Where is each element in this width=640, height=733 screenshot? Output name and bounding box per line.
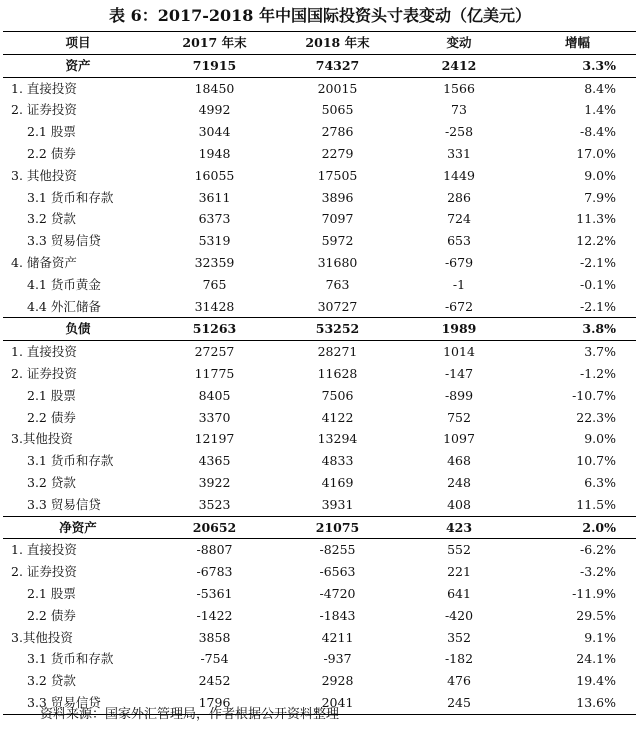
cell-change: 476: [447, 673, 471, 689]
cell-label: 2.1 股票: [27, 124, 76, 140]
cell-label: 2. 证券投资: [11, 564, 77, 580]
iip-table: [3, 31, 636, 715]
cell-v2018: -6563: [319, 564, 356, 580]
cell-v2017: -754: [200, 651, 229, 667]
cell-label: 3.2 贷款: [27, 474, 76, 490]
header-2017: 2017 年末: [153, 32, 276, 55]
cell-v2018: -1843: [319, 607, 356, 623]
cell-change: 1449: [443, 167, 475, 183]
cell-v2017: 12197: [194, 431, 235, 447]
cell-v2018: 31680: [317, 254, 358, 270]
cell-v2017: 3611: [198, 189, 231, 205]
table-row: [3, 77, 636, 99]
cell-change: 1014: [443, 344, 475, 360]
cell-growth: -6.2%: [580, 542, 616, 558]
cell-growth: 6.3%: [584, 474, 616, 490]
cell-v2018: 74327: [276, 54, 399, 77]
cell-v2017: 3370: [198, 409, 231, 425]
cell-label: 资产: [3, 54, 153, 77]
cell-v2018: 21075: [276, 516, 399, 539]
cell-label: 3.其他投资: [11, 629, 73, 645]
cell-v2018: 11628: [317, 365, 358, 381]
cell-label: 2. 证券投资: [11, 102, 77, 118]
cell-v2017: -5361: [196, 585, 233, 601]
cell-label: 4.4 外汇储备: [27, 298, 101, 314]
cell-v2018: 4122: [321, 409, 354, 425]
cell-label: 2.2 债券: [27, 145, 76, 161]
table-row: [3, 561, 636, 583]
table-row: [3, 648, 636, 670]
table-title: 表 6：2017-2018 年中国国际投资头寸表变动（亿美元）: [109, 6, 531, 25]
cell-growth: -3.2%: [580, 564, 616, 580]
cell-label: 4.1 货币黄金: [27, 276, 101, 292]
cell-v2017: 20652: [153, 516, 276, 539]
cell-growth: -8.4%: [580, 124, 616, 140]
cell-v2018: 53252: [276, 318, 399, 341]
cell-change: -679: [444, 254, 474, 270]
cell-change: 653: [447, 233, 471, 249]
cell-v2017: 51263: [153, 318, 276, 341]
cell-growth: -11.9%: [572, 585, 616, 601]
cell-label: 负债: [3, 318, 153, 341]
cell-growth: 10.7%: [576, 453, 616, 469]
cell-label: 2.1 股票: [27, 387, 76, 403]
cell-change: -672: [444, 298, 474, 314]
table-row: [3, 296, 636, 318]
cell-v2018: -4720: [319, 585, 356, 601]
cell-v2017: 3523: [198, 496, 231, 512]
cell-change: -258: [444, 124, 474, 140]
cell-v2018: 4211: [321, 629, 354, 645]
cell-growth: 9.1%: [584, 629, 616, 645]
cell-v2017: 3858: [198, 629, 231, 645]
cell-change: 408: [447, 496, 471, 512]
cell-growth: 19.4%: [576, 673, 616, 689]
table-row: [3, 99, 636, 121]
cell-change: 2412: [399, 54, 519, 77]
cell-growth: -1.2%: [580, 365, 616, 381]
cell-change: 331: [447, 145, 471, 161]
cell-growth: -2.1%: [580, 254, 616, 270]
cell-v2018: 4833: [321, 453, 354, 469]
cell-label: 3.3 贸易信贷: [3, 692, 153, 714]
cell-growth: 7.9%: [584, 189, 616, 205]
cell-change: 552: [447, 542, 471, 558]
cell-v2017: 3922: [198, 474, 231, 490]
cell-v2017: 2452: [198, 673, 231, 689]
cell-v2017: 6373: [198, 211, 231, 227]
table-row: [3, 450, 636, 472]
table-row: [3, 428, 636, 450]
cell-change: -420: [444, 607, 474, 623]
cell-v2017: 1796: [153, 692, 276, 714]
cell-growth: 3.3%: [519, 54, 636, 77]
cell-growth: 1.4%: [584, 102, 616, 118]
cell-label: 3.其他投资: [11, 431, 73, 447]
cell-v2018: 2279: [321, 145, 354, 161]
cell-v2018: 7097: [321, 211, 354, 227]
header-row: [3, 32, 636, 55]
cell-growth: 22.3%: [576, 409, 616, 425]
cell-v2017: 31428: [194, 298, 235, 314]
table-row: [3, 670, 636, 692]
cell-label: 3.1 货币和存款: [27, 453, 114, 469]
table-row: [3, 165, 636, 187]
cell-v2018: 5065: [321, 102, 354, 118]
table-row: [3, 539, 636, 561]
cell-growth: 9.0%: [584, 431, 616, 447]
cell-v2018: 2786: [321, 124, 354, 140]
cell-change: -899: [444, 387, 474, 403]
cell-v2018: -8255: [319, 542, 356, 558]
cell-v2018: 3896: [321, 189, 354, 205]
table-row: [3, 363, 636, 385]
cell-label: 2.2 债券: [27, 409, 76, 425]
table-row: [3, 143, 636, 165]
cell-v2017: 32359: [194, 254, 235, 270]
cell-label: 4. 储备资产: [11, 254, 77, 270]
cell-v2017: 1948: [198, 145, 231, 161]
cell-change: 1566: [443, 80, 475, 96]
cell-v2018: 7506: [321, 387, 354, 403]
table-row: [3, 627, 636, 649]
cell-label: 1. 直接投资: [11, 344, 77, 360]
cell-v2017: 765: [202, 276, 227, 292]
header-change: 变动: [399, 32, 519, 55]
cell-change: 724: [447, 211, 471, 227]
cell-v2018: 20015: [317, 80, 358, 96]
cell-label: 3. 其他投资: [11, 167, 77, 183]
cell-growth: 11.3%: [576, 211, 616, 227]
table-row: [3, 187, 636, 209]
table-row: [3, 494, 636, 516]
cell-growth: -10.7%: [572, 387, 616, 403]
cell-label: 1. 直接投资: [11, 542, 77, 558]
cell-v2018: 3931: [321, 496, 354, 512]
cell-growth: 12.2%: [576, 233, 616, 249]
cell-v2018: 2041: [276, 692, 399, 714]
table-row: [3, 341, 636, 363]
cell-v2018: 30727: [317, 298, 358, 314]
cell-growth: 2.0%: [519, 516, 636, 539]
cell-change: 1097: [443, 431, 475, 447]
cell-change: 248: [447, 474, 471, 490]
cell-label: 3.2 贷款: [27, 673, 76, 689]
cell-change: 1989: [399, 318, 519, 341]
cell-label: 1. 直接投资: [11, 80, 77, 96]
cell-v2017: 71915: [153, 54, 276, 77]
table-row: [3, 230, 636, 252]
cell-change: -1: [452, 276, 466, 292]
section-row-assets: [3, 54, 636, 77]
cell-change: 423: [399, 516, 519, 539]
cell-change: 468: [447, 453, 471, 469]
cell-growth: -0.1%: [580, 276, 616, 292]
cell-label: 3.3 贸易信贷: [27, 233, 101, 249]
cell-label: 3.1 货币和存款: [27, 189, 114, 205]
cell-change: -147: [444, 365, 474, 381]
cell-v2018: -937: [323, 651, 352, 667]
cell-label: 3.2 贷款: [27, 211, 76, 227]
cell-v2018: 13294: [317, 431, 358, 447]
table-row: [3, 274, 636, 296]
cell-change: 221: [447, 564, 471, 580]
cell-v2017: 3044: [198, 124, 231, 140]
cell-v2018: 17505: [317, 167, 358, 183]
cell-v2017: 27257: [194, 344, 235, 360]
cell-growth: 29.5%: [576, 607, 616, 623]
header-2018: 2018 年末: [276, 32, 399, 55]
cell-growth: 11.5%: [576, 496, 616, 512]
cell-label: 2. 证券投资: [11, 365, 77, 381]
cell-change: -182: [444, 651, 474, 667]
cell-v2017: 11775: [194, 365, 235, 381]
cell-v2017: -6783: [196, 564, 233, 580]
table-row: [3, 407, 636, 429]
table-row: [3, 121, 636, 143]
cell-label: 净资产: [3, 516, 153, 539]
cell-v2017: 8405: [198, 387, 231, 403]
table-row: [3, 208, 636, 230]
cell-growth: 3.7%: [584, 344, 616, 360]
cell-v2018: 2928: [321, 673, 354, 689]
table-row: [3, 583, 636, 605]
cell-v2017: 5319: [198, 233, 231, 249]
cell-label: 3.1 货币和存款: [27, 651, 114, 667]
cell-growth: 13.6%: [519, 692, 636, 714]
cell-v2018: 4169: [321, 474, 354, 490]
cell-change: 641: [447, 585, 471, 601]
header-item: 项目: [3, 32, 153, 55]
table-body: [3, 54, 636, 714]
cell-growth: 24.1%: [576, 651, 616, 667]
cell-growth: 8.4%: [584, 80, 616, 96]
cell-growth: 9.0%: [584, 167, 616, 183]
section-row-liabilities: [3, 318, 636, 341]
cell-label: 3.3 贸易信贷: [27, 496, 101, 512]
table-row: [3, 605, 636, 627]
cell-change: 352: [447, 629, 471, 645]
cell-v2017: -8807: [196, 542, 233, 558]
table-row: [3, 252, 636, 274]
header-growth: 增幅: [519, 32, 636, 55]
cell-v2017: -1422: [196, 607, 233, 623]
cell-v2018: 763: [325, 276, 350, 292]
cell-change: 245: [399, 692, 519, 714]
cell-v2017: 18450: [194, 80, 235, 96]
cell-v2017: 16055: [194, 167, 235, 183]
cell-growth: -2.1%: [580, 298, 616, 314]
source-note: 资料来源：国家外汇管理局，作者根据公开资料整理: [40, 707, 340, 722]
cell-growth: 17.0%: [576, 145, 616, 161]
table-row: [3, 472, 636, 494]
table-row: [3, 385, 636, 407]
cell-growth: 3.8%: [519, 318, 636, 341]
cell-change: 73: [451, 102, 467, 118]
cell-v2017: 4992: [198, 102, 231, 118]
cell-v2018: 5972: [321, 233, 354, 249]
cell-change: 286: [447, 189, 471, 205]
cell-label: 2.1 股票: [27, 585, 76, 601]
cell-change: 752: [447, 409, 471, 425]
cell-v2017: 4365: [198, 453, 231, 469]
cell-label: 2.2 债券: [27, 607, 76, 623]
section-row-net-assets: [3, 516, 636, 539]
cell-v2018: 28271: [317, 344, 358, 360]
